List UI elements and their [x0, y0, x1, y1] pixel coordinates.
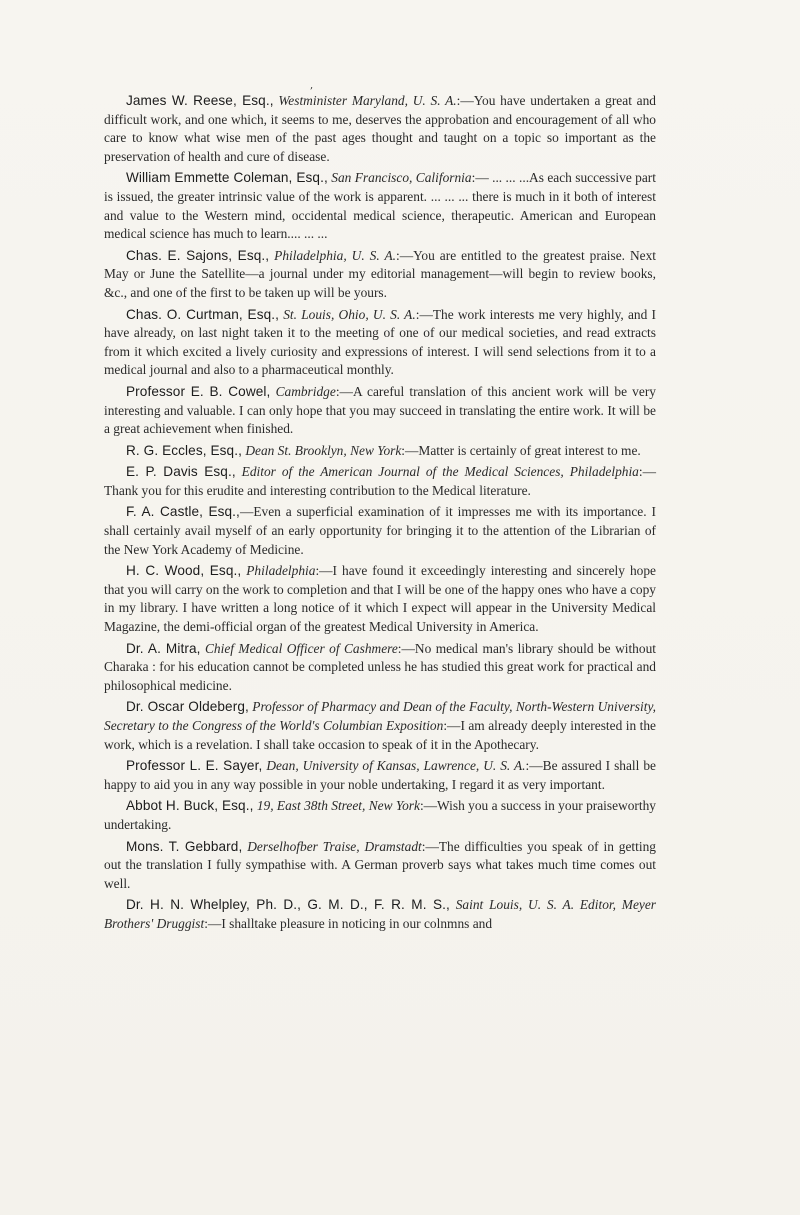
testimonial-affiliation: Professor of Pharmacy and Dean of the Faculty, North-Western University, Secretary to the Congress of the World's Columbian Exposition	[104, 699, 656, 733]
testimonial-text: :—A careful translation of this ancient work will be very interesting and valuable. I can only hope that you may succeed in translating the entire work. It will be a great achievement when finished.	[104, 383, 656, 437]
testimonial-text: :—I have found it exceedingly interesting and sincerely hope that you will carry on the work to completion and that I will be one of the happy ones who have a copy in my library. I have written a long notice of it which I expect will appear in the University Medical Magazine, the demi-official organ of the greatest Medical University in America.	[104, 563, 656, 635]
testimonial-entry	[104, 562, 656, 636]
testimonial-text: :—Thank you for this erudite and interesting contribution to the Medical literature.	[104, 464, 656, 498]
testimonial-author: Dr. Oscar Oldeberg,	[126, 699, 249, 715]
testimonial-author: Professor L. E. Sayer,	[126, 758, 263, 774]
top-mark: ,	[310, 80, 314, 91]
testimonial-entry	[104, 757, 656, 794]
testimonial-text: :— ... ... ...As each successive part is issued, the greater intrinsic value of the work is apparent. ... ... ... there is much in it both of interest and value to the Western mind, occidental medical science, therapeutic. American and European medical science has much to learn.... ... ...	[104, 170, 656, 242]
testimonial-entry	[104, 463, 656, 500]
testimonial-affiliation: 19, East 38th Street, New York	[256, 798, 420, 814]
testimonial-text: :—Be assured I shall be happy to aid you in any way possible in your noble undertaking, I regard it as very important.	[104, 758, 656, 792]
testimonial-affiliation: Westminister Maryland, U. S. A.	[278, 93, 457, 108]
testimonial-affiliation: Chief Medical Officer of Cashmere	[204, 640, 398, 656]
testimonial-author: William Emmette Coleman, Esq.,	[126, 170, 328, 186]
testimonial-affiliation: Editor of the American Journal of the Medical Sciences, Philadelphia	[241, 464, 639, 480]
testimonial-entry	[104, 896, 656, 933]
testimonial-text: :—Matter is certainly of great interest to me.	[401, 442, 641, 458]
testimonial-entry	[104, 797, 656, 834]
testimonial-entry	[104, 503, 656, 559]
testimonial-author: James W. Reese, Esq.,	[126, 93, 274, 108]
testimonials-list	[104, 92, 656, 937]
testimonial-entry	[104, 306, 656, 380]
testimonial-text: :—The difficulties you speak of in getting out the translation I fully sympathise with. A German proverb says what takes much time comes out well.	[104, 838, 656, 891]
testimonial-text: :—No medical man's library should be without Charaka : for his education cannot be completed unless he has studied this great work for practical and philosophical medicine.	[104, 640, 656, 693]
testimonial-affiliation: Dean, University of Kansas, Lawrence, U. S. A.	[266, 758, 526, 774]
testimonial-author: R. G. Eccles, Esq.,	[126, 442, 242, 458]
testimonial-affiliation: Derselhofber Traise, Dramstadt	[247, 838, 422, 854]
testimonial-author: Chas. E. Sajons, Esq.,	[126, 247, 270, 263]
testimonial-text: :—You are entitled to the greatest praise. Next May or June the Satellite—a journal under my editorial management—will begin to review books, &c., and one of the first to be taken up will be yours.	[104, 247, 656, 300]
testimonial-affiliation: Cambridge	[275, 383, 336, 399]
testimonial-affiliation: Dean St. Brooklyn, New York	[245, 442, 402, 458]
testimonial-text: :—Wish you a success in your praiseworthy undertaking.	[104, 798, 656, 832]
testimonial-text: —Even a superficial examination of it impresses me with its importance. I shall certainly avail myself of an early opportunity for bringing it to the attention of the Librarian of the New York Academy of Medicine.	[104, 504, 656, 557]
testimonial-entry	[104, 247, 656, 303]
testimonial-affiliation: Philadelphia, U. S. A.	[274, 247, 396, 263]
testimonial-entry	[104, 442, 656, 461]
testimonial-author: Chas. O. Curtman, Esq.,	[126, 306, 279, 322]
testimonial-author: H. C. Wood, Esq.,	[126, 563, 242, 579]
testimonial-entry	[104, 383, 656, 439]
testimonial-author: Dr. A. Mitra,	[126, 640, 201, 656]
testimonial-affiliation: San Francisco, California	[331, 170, 472, 186]
testimonial-text: :—The work interests me very highly, and I have already, on last night taken it to the meeting of one of our medical societies, and read extracts from it which excited a lively curiosity and expressions of interest. I will send selections from it to a medical journal and also to a pharmaceutical monthly.	[104, 306, 657, 378]
testimonial-affiliation: Philadelphia	[246, 563, 316, 579]
testimonial-entry	[104, 640, 656, 696]
testimonial-affiliation: Saint Louis, U. S. A. Editor, Meyer Brothers' Druggist	[104, 897, 656, 931]
testimonial-author: Professor E. B. Cowel,	[126, 383, 271, 399]
testimonial-author: Abbot H. Buck, Esq.,	[126, 798, 254, 814]
testimonial-text: :—I am already deeply interested in the work, which is a revelation. I shall take occasion to speak of it in the Apothecary.	[104, 718, 656, 752]
testimonial-author: E. P. Davis Esq.,	[126, 464, 236, 480]
testimonial-text: :—You have undertaken a great and difficult work, and one which, it seems to me, deserves the approbation and encouragement of all who care to know what wise men of the past ages thought and taught on a topic so important as the preservation of health and cure of disease.	[104, 93, 657, 164]
testimonial-entry	[104, 169, 656, 243]
testimonial-author: Dr. H. N. Whelpley, Ph. D., G. M. D., F. R. M. S.,	[126, 897, 450, 913]
testimonial-author: Mons. T. Gebbard,	[126, 838, 243, 854]
testimonial-entry	[104, 838, 656, 894]
testimonial-entry	[104, 92, 656, 166]
testimonial-author: F. A. Castle, Esq.,	[126, 504, 240, 520]
testimonial-entry	[104, 698, 656, 754]
testimonial-text: :—I shalltake pleasure in noticing in our colnmns and	[204, 915, 493, 931]
testimonial-affiliation: St. Louis, Ohio, U. S. A.	[283, 306, 416, 322]
